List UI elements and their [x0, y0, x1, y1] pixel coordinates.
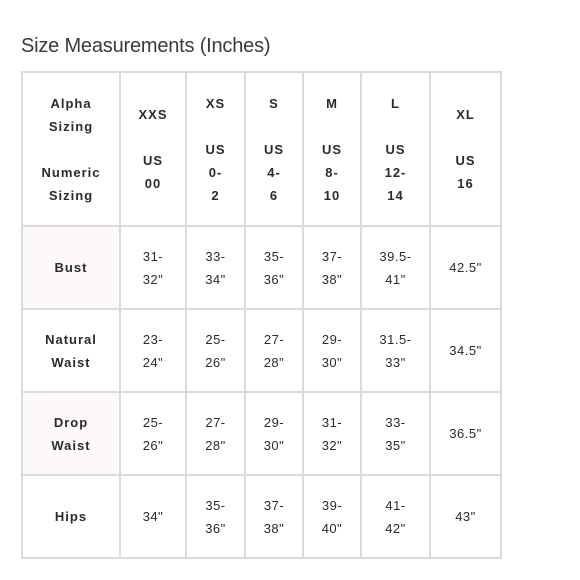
- header-cell-l: L US 12- 14: [361, 72, 430, 226]
- table-row-drop-waist: [22, 392, 501, 475]
- table-cell: 34": [120, 475, 186, 558]
- table-cell: 34.5": [430, 309, 501, 392]
- table-cell: 27- 28": [186, 392, 245, 475]
- table-cell: 31- 32": [303, 392, 361, 475]
- row-label-hips: Hips: [22, 475, 120, 558]
- table-row-hips: [22, 475, 501, 558]
- table-cell: 31.5- 33": [361, 309, 430, 392]
- header-cell-s: S US 4- 6: [245, 72, 303, 226]
- header-cell-xxs: XXS US 00: [120, 72, 186, 226]
- table-cell: 37- 38": [303, 226, 361, 309]
- row-label-natural-waist: Natural Waist: [22, 309, 120, 392]
- table-cell: 42.5": [430, 226, 501, 309]
- table-row-bust: [22, 226, 501, 309]
- table-cell: 43": [430, 475, 501, 558]
- table-row-natural-waist: [22, 309, 501, 392]
- table-cell: 35- 36": [186, 475, 245, 558]
- table-header-row: [22, 72, 501, 226]
- table-cell: 39.5- 41": [361, 226, 430, 309]
- table-cell: 25- 26": [120, 392, 186, 475]
- table-cell: 25- 26": [186, 309, 245, 392]
- size-table: [21, 71, 502, 559]
- table-cell: 31- 32": [120, 226, 186, 309]
- header-cell-xl: XL US 16: [430, 72, 501, 226]
- header-cell-m: M US 8- 10: [303, 72, 361, 226]
- table-cell: 29- 30": [245, 392, 303, 475]
- table-cell: 39- 40": [303, 475, 361, 558]
- row-label-drop-waist: Drop Waist: [22, 392, 120, 475]
- table-cell: 33- 34": [186, 226, 245, 309]
- header-label-cell: [22, 72, 120, 226]
- table-cell: 36.5": [430, 392, 501, 475]
- table-cell: 35- 36": [245, 226, 303, 309]
- table-cell: 41- 42": [361, 475, 430, 558]
- table-cell: 33- 35": [361, 392, 430, 475]
- header-label: Alpha Sizing Numeric Sizing: [41, 95, 101, 203]
- header-cell-xs: XS US 0- 2: [186, 72, 245, 226]
- page-title: Size Measurements (Inches): [21, 35, 271, 57]
- table-cell: 29- 30": [303, 309, 361, 392]
- table-cell: 23- 24": [120, 309, 186, 392]
- table-cell: 27- 28": [245, 309, 303, 392]
- row-label-bust: Bust: [22, 226, 120, 309]
- table-cell: 37- 38": [245, 475, 303, 558]
